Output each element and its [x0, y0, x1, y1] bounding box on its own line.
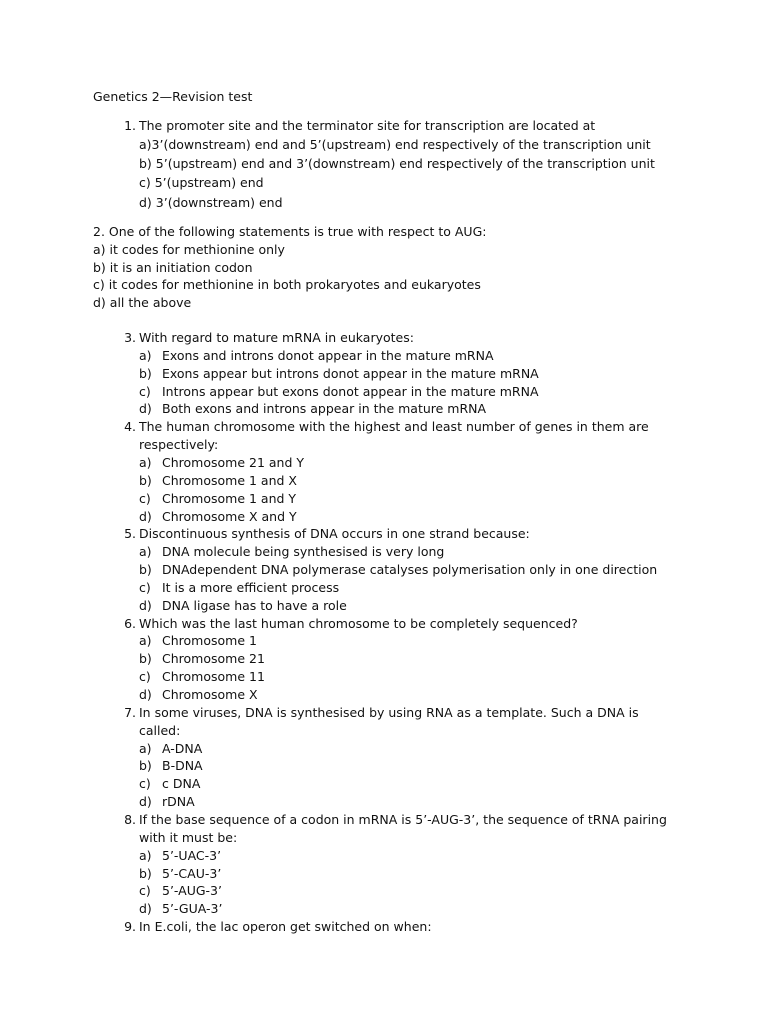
question-9-number: 9.	[124, 919, 136, 934]
question-5-option-d-text: DNA ligase has to have a role	[162, 598, 347, 613]
question-4-text-line-2: respectively:	[139, 437, 219, 452]
question-7-option-a-letter: a)	[139, 741, 152, 756]
question-4-option-d-text: Chromosome X and Y	[162, 509, 297, 524]
question-2-option-b: b) it is an initiation codon	[93, 260, 253, 275]
question-5-option-b-text: DNAdependent DNA polymerase catalyses polymerisation only in one direction	[162, 562, 658, 577]
question-6-option-c-letter: c)	[139, 669, 151, 684]
question-3-option-a-letter: a)	[139, 348, 152, 363]
question-8-option-c-text: 5’-AUG-3’	[162, 883, 222, 898]
question-8-option-d-letter: d)	[139, 901, 152, 916]
question-1-text: The promoter site and the terminator site for transcription are located at	[139, 118, 596, 133]
question-5-option-a-letter: a)	[139, 544, 152, 559]
question-7-text-line-1: In some viruses, DNA is synthesised by using RNA as a template. Such a DNA is	[139, 705, 639, 720]
question-7-option-a-text: A-DNA	[162, 741, 203, 756]
question-8-option-c-letter: c)	[139, 883, 151, 898]
question-4-option-c-text: Chromosome 1 and Y	[162, 491, 297, 506]
question-6-option-c-text: Chromosome 11	[162, 669, 265, 684]
question-6-option-a-letter: a)	[139, 633, 152, 648]
question-6-option-a-text: Chromosome 1	[162, 633, 257, 648]
question-5-number: 5.	[124, 526, 136, 541]
question-4-number: 4.	[124, 419, 136, 434]
question-2-option-c: c) it codes for methionine in both prokaryotes and eukaryotes	[93, 277, 481, 292]
question-1-option-d: d) 3’(downstream) end	[139, 195, 283, 210]
question-3-option-b-text: Exons appear but introns donot appear in the mature mRNA	[162, 366, 539, 381]
question-6-option-d-letter: d)	[139, 687, 152, 702]
question-2-option-a: a) it codes for methionine only	[93, 242, 285, 257]
question-3-option-b-letter: b)	[139, 366, 152, 381]
question-3-option-c-text: Introns appear but exons donot appear in the mature mRNA	[162, 384, 539, 399]
question-5-text-line-1: Discontinuous synthesis of DNA occurs in one strand because:	[139, 526, 530, 541]
question-5-option-a-text: DNA molecule being synthesised is very long	[162, 544, 445, 559]
question-7-option-b-letter: b)	[139, 758, 152, 773]
question-8-text-line-2: with it must be:	[139, 830, 238, 845]
question-7-option-c-text: c DNA	[162, 776, 201, 791]
question-3-option-a-text: Exons and introns donot appear in the mature mRNA	[162, 348, 494, 363]
question-8-option-d-text: 5’-GUA-3’	[162, 901, 223, 916]
document-title: Genetics 2—Revision test	[93, 89, 253, 104]
question-2-option-d: d) all the above	[93, 295, 192, 310]
question-7-option-b-text: B-DNA	[162, 758, 203, 773]
question-7-option-c-letter: c)	[139, 776, 151, 791]
question-7-number: 7.	[124, 705, 136, 720]
question-4-option-c-letter: c)	[139, 491, 151, 506]
question-4-text-line-1: The human chromosome with the highest and least number of genes in them are	[139, 419, 649, 434]
question-4-option-a-letter: a)	[139, 455, 152, 470]
question-6-option-b-letter: b)	[139, 651, 152, 666]
question-3-number: 3.	[124, 330, 136, 345]
question-6-text-line-1: Which was the last human chromosome to be completely sequenced?	[139, 616, 578, 631]
question-8-number: 8.	[124, 812, 136, 827]
question-3-option-d-text: Both exons and introns appear in the mature mRNA	[162, 401, 487, 416]
question-1-option-c: c) 5’(upstream) end	[139, 175, 264, 190]
question-4-option-d-letter: d)	[139, 509, 152, 524]
question-7-option-d-letter: d)	[139, 794, 152, 809]
question-8-option-b-text: 5’-CAU-3’	[162, 866, 222, 881]
question-5-option-d-letter: d)	[139, 598, 152, 613]
question-8-option-a-letter: a)	[139, 848, 152, 863]
question-8-option-b-letter: b)	[139, 866, 152, 881]
question-1-option-a: a)3’(downstream) end and 5’(upstream) end respectively of the transcription unit	[139, 137, 651, 152]
question-4-option-b-text: Chromosome 1 and X	[162, 473, 297, 488]
question-7-option-d-text: rDNA	[162, 794, 195, 809]
question-7-text-line-2: called:	[139, 723, 181, 738]
question-8-text-line-1: If the base sequence of a codon in mRNA is 5’-AUG-3’, the sequence of tRNA pairing	[139, 812, 667, 827]
question-5-option-b-letter: b)	[139, 562, 152, 577]
question-5-option-c-text: It is a more efficient process	[162, 580, 340, 595]
question-4-option-b-letter: b)	[139, 473, 152, 488]
question-6-option-d-text: Chromosome X	[162, 687, 258, 702]
question-6-option-b-text: Chromosome 21	[162, 651, 265, 666]
question-3-option-d-letter: d)	[139, 401, 152, 416]
question-1-option-b: b) 5’(upstream) end and 3’(downstream) end respectively of the transcription unit	[139, 156, 655, 171]
question-9-text-line-1: In E.coli, the lac operon get switched on when:	[139, 919, 432, 934]
question-3-option-c-letter: c)	[139, 384, 151, 399]
question-6-number: 6.	[124, 616, 136, 631]
question-5-option-c-letter: c)	[139, 580, 151, 595]
question-1-number: 1.	[124, 118, 136, 133]
question-4-option-a-text: Chromosome 21 and Y	[162, 455, 304, 470]
question-8-option-a-text: 5’-UAC-3’	[162, 848, 222, 863]
question-2-text: 2. One of the following statements is true with respect to AUG:	[93, 224, 487, 239]
question-3-text-line-1: With regard to mature mRNA in eukaryotes:	[139, 330, 414, 345]
